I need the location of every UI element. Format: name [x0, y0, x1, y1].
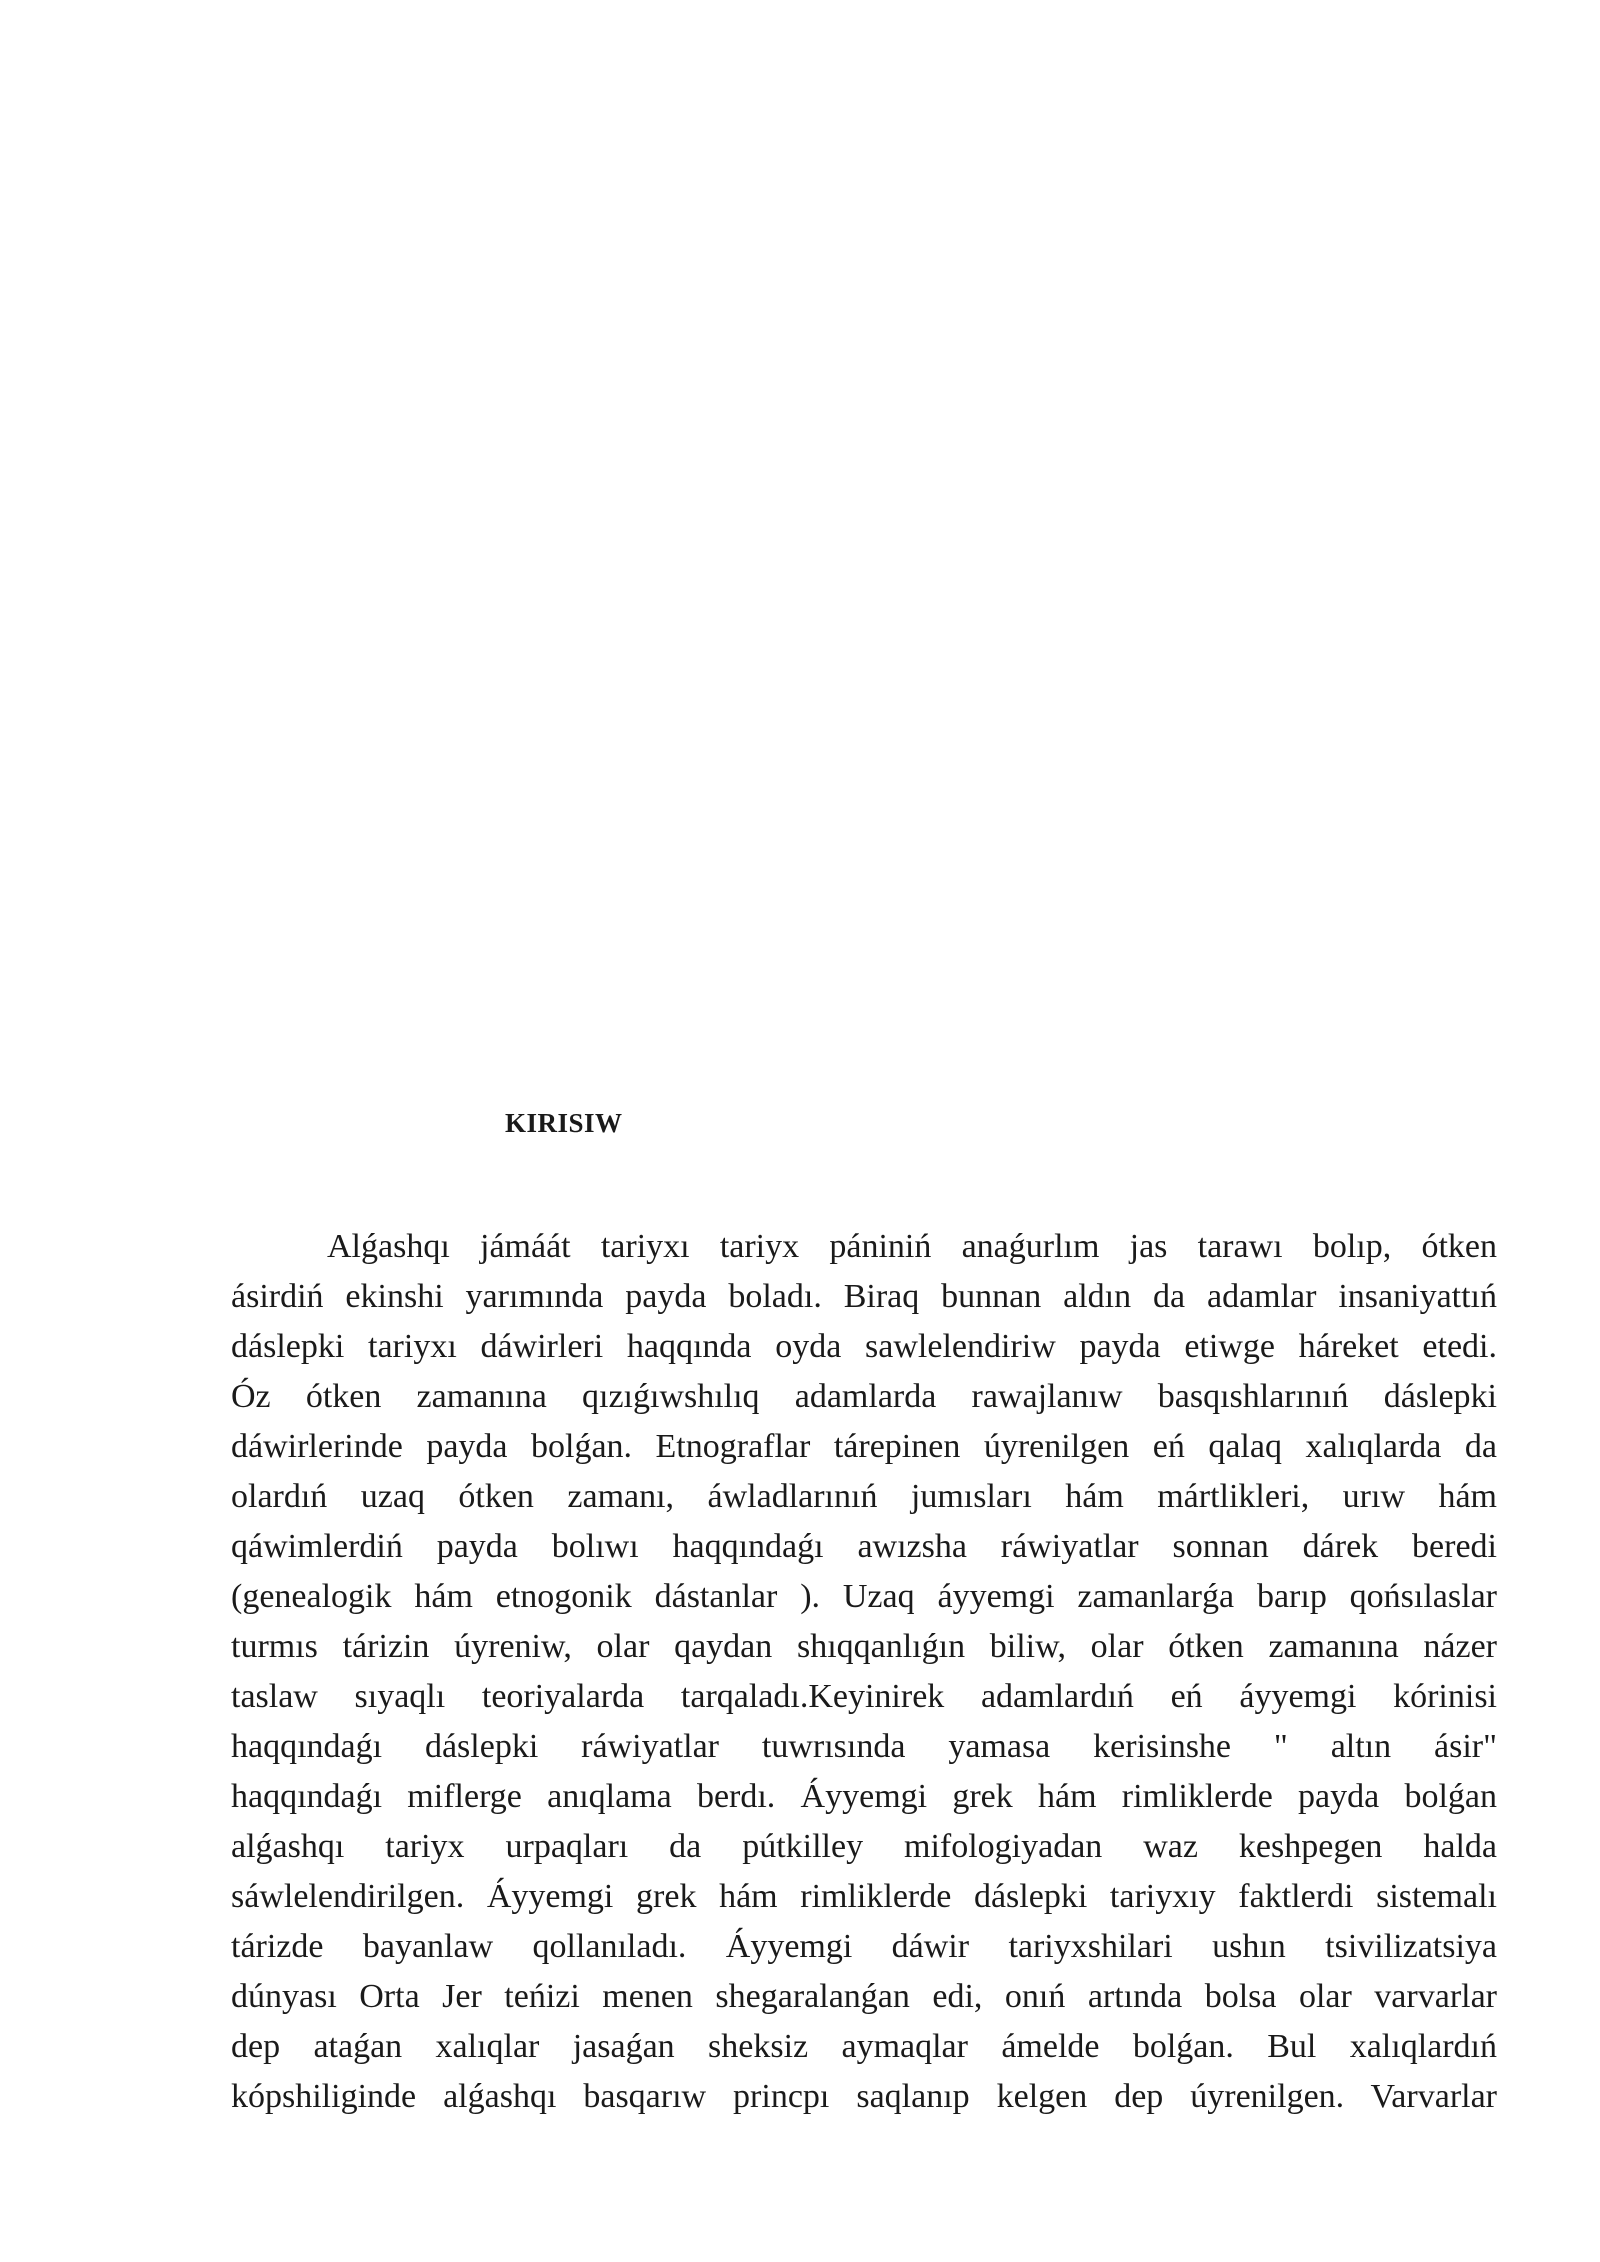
paragraph-line: sáwlelendirilgen. Áyyemgi grek hám rimliklerde dáslepki tariyxıy faktlerdi sistemalı — [231, 1878, 1497, 1915]
paragraph-line: qáwimlerdiń payda bolıwı haqqındaǵı awızsha ráwiyatlar sonnan dárek beredi — [231, 1528, 1497, 1565]
paragraph-line: Alǵashqı jámáát tariyxı tariyx pániniń anaǵurlım jas tarawı bolıp, ótken — [327, 1228, 1497, 1265]
paragraph-line: alǵashqı tariyx urpaqları da pútkilley mifologiyadan waz keshpegen halda — [231, 1828, 1497, 1865]
paragraph-line: dáwirlerinde payda bolǵan. Etnograflar tárepinen úyrenilgen eń qalaq xalıqlarda da — [231, 1428, 1497, 1465]
paragraph-line: dep ataǵan xalıqlar jasaǵan sheksiz aymaqlar ámelde bolǵan. Bul xalıqlardıń — [231, 2028, 1497, 2065]
paragraph-line: dáslepki tariyxı dáwirleri haqqında oyda sawlelendiriw payda etiwge háreket etedi. — [231, 1328, 1497, 1365]
paragraph-line: turmıs tárizin úyreniw, olar qaydan shıqqanlıǵın biliw, olar ótken zamanına názer — [231, 1628, 1497, 1665]
paragraph-line: haqqındaǵı dáslepki ráwiyatlar tuwrısında yamasa kerisinshe " altın ásir" — [231, 1728, 1497, 1765]
page-title: KIRISIW — [505, 1108, 623, 1138]
paragraph-line: Óz ótken zamanına qızıǵıwshılıq adamlarda rawajlanıw basqıshlarınıń dáslepki — [231, 1378, 1497, 1415]
paragraph-line: ásirdiń ekinshi yarımında payda boladı. Biraq bunnan aldın da adamlar insaniyattıń — [231, 1278, 1497, 1315]
paragraph-line: haqqındaǵı miflerge anıqlama berdı. Áyyemgi grek hám rimliklerde payda bolǵan — [231, 1778, 1497, 1815]
paragraph-line: tárizde bayanlaw qollanıladı. Áyyemgi dáwir tariyxshilari ushın tsivilizatsiya — [231, 1928, 1497, 1965]
paragraph-line: olardıń uzaq ótken zamanı, áwladlarınıń jumısları hám mártlikleri, urıw hám — [231, 1478, 1497, 1515]
paragraph-line: (genealogik hám etnogonik dástanlar ). Uzaq áyyemgi zamanlarǵa barıp qońsılaslar — [231, 1578, 1497, 1615]
paragraph-line: kópshiliginde alǵashqı basqarıw princpı saqlanıp kelgen dep úyrenilgen. Varvarlar — [231, 2078, 1497, 2115]
body-paragraph — [231, 1222, 1497, 2122]
paragraph-line: dúnyası Orta Jer teńizi menen shegaralanǵan edi, onıń artında bolsa olar varvarlar — [231, 1978, 1497, 2015]
paragraph-line: taslaw sıyaqlı teoriyalarda tarqaladı.Keyinirek adamlardıń eń áyyemgi kórinisi — [231, 1678, 1497, 1715]
